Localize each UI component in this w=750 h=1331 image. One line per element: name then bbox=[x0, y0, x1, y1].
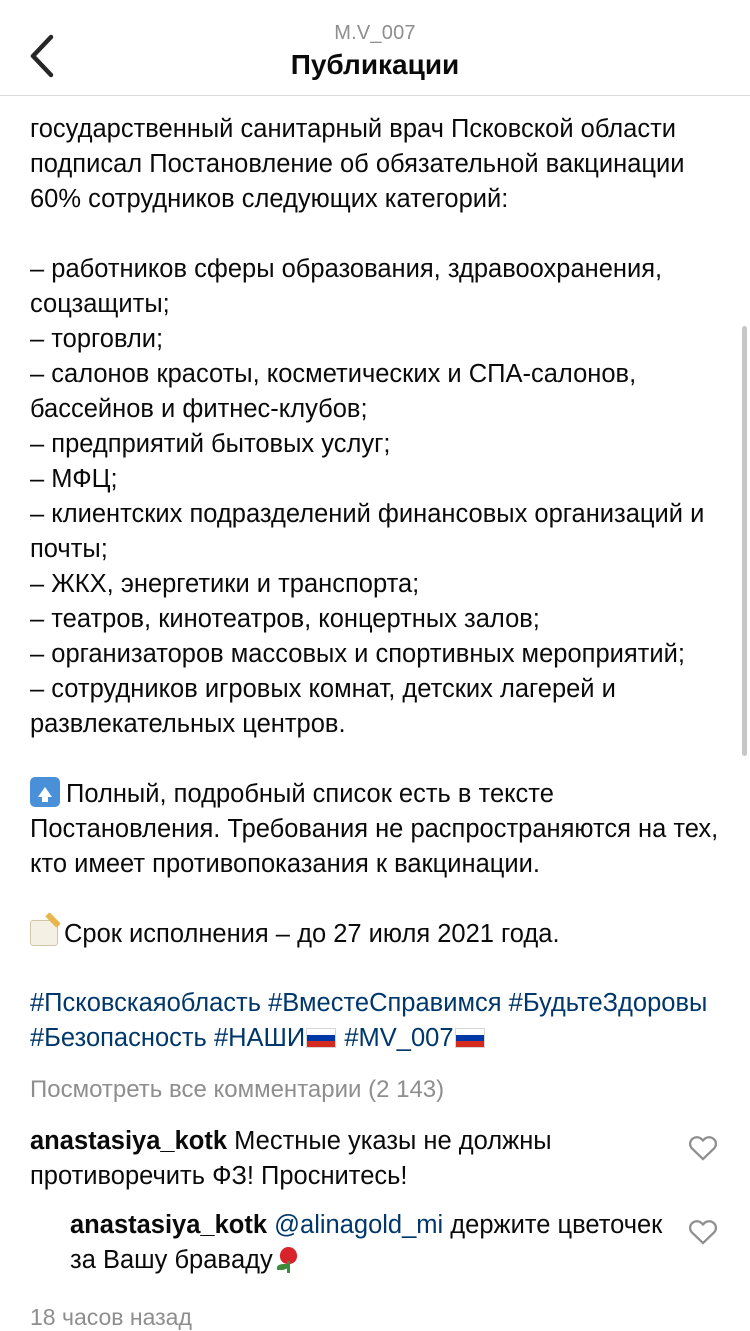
category-item: – сотрудников игровых комнат, детских лагерей и развлекательных центров. bbox=[30, 675, 616, 738]
caption-paragraph: государственный санитарный врач Псковской области подписал Постановление об обязательной вакцинации 60% сотрудников следующих категорий: bbox=[30, 115, 685, 213]
comment-body: Местные указы не должны противоречить ФЗ! Проснитесь! bbox=[30, 1127, 552, 1190]
spacer bbox=[30, 882, 720, 917]
category-item: – торговли; bbox=[30, 325, 164, 353]
post-caption bbox=[0, 96, 750, 952]
post-note-text: Полный, подробный список есть в тексте Постановления. Требования не распространяются на тех, кто имеет противопоказания к вакцинации. bbox=[30, 780, 719, 878]
comment-text-wrapper bbox=[70, 1208, 686, 1278]
hashtag-link[interactable]: #Безопасность bbox=[30, 1024, 207, 1052]
status-bar bbox=[0, 0, 750, 14]
category-item: – МФЦ; bbox=[30, 465, 118, 493]
post-note bbox=[30, 777, 720, 882]
comment-username[interactable]: anastasiya_kotk bbox=[30, 1127, 228, 1155]
category-item: – клиентских подразделений финансовых организаций и почты; bbox=[30, 500, 705, 563]
spacer bbox=[30, 742, 720, 777]
navigation-bar bbox=[0, 14, 750, 96]
comment-body: держите цветочек за Вашу бравaду bbox=[70, 1211, 663, 1274]
nav-subtitle: M.V_007 bbox=[334, 22, 416, 44]
spacer bbox=[30, 217, 720, 252]
page-title: Публикации bbox=[290, 49, 460, 80]
nav-title-block bbox=[0, 20, 750, 82]
hashtag-link[interactable]: #БудьтеЗдоровы bbox=[508, 989, 708, 1017]
hashtag-link[interactable]: #MV_007 bbox=[344, 1024, 454, 1052]
category-item: – салонов красоты, косметических и СПА-салонов, бассейнов и фитнес-клубов; bbox=[30, 360, 637, 423]
hashtag-link[interactable]: #Псковскаяобласть bbox=[30, 989, 262, 1017]
hashtag-link[interactable]: #ВместеСправимся bbox=[268, 989, 502, 1017]
comment-item[interactable] bbox=[0, 1124, 750, 1194]
comment-mention[interactable]: @alinagold_mi bbox=[274, 1211, 444, 1239]
category-item: – театров, кинотеатров, концертных залов; bbox=[30, 605, 540, 633]
russia-flag-icon bbox=[306, 1028, 336, 1048]
category-item: – работников сферы образования, здравоохранения, соцзащиты; bbox=[30, 255, 663, 318]
comment-text-wrapper bbox=[30, 1124, 686, 1194]
post-deadline-text: Срок исполнения – до 27 июля 2021 года. bbox=[64, 920, 560, 948]
arrow-up-emoji bbox=[30, 777, 60, 807]
comment-item-reply[interactable] bbox=[0, 1208, 750, 1278]
category-item: – организаторов массовых и спортивных мероприятий; bbox=[30, 640, 685, 668]
comment-timestamp: 18 часов назад bbox=[30, 1304, 192, 1330]
post-deadline bbox=[30, 917, 720, 952]
hashtag-block bbox=[0, 986, 750, 1056]
rose-emoji bbox=[277, 1247, 301, 1273]
heart-icon[interactable] bbox=[686, 1130, 720, 1164]
russia-flag-icon bbox=[455, 1028, 485, 1048]
heart-icon[interactable] bbox=[686, 1214, 720, 1248]
post-scroll-area[interactable] bbox=[0, 96, 750, 1330]
memo-emoji bbox=[30, 920, 58, 946]
scrollbar-thumb[interactable] bbox=[742, 326, 747, 756]
hashtag-link[interactable]: #НАШИ bbox=[213, 1024, 306, 1052]
view-all-comments-link[interactable]: Посмотреть все комментарии (2 143) bbox=[30, 1076, 445, 1103]
comment-username[interactable]: anastasiya_kotk bbox=[70, 1211, 268, 1239]
category-item: – предприятий бытовых услуг; bbox=[30, 430, 391, 458]
category-item: – ЖКХ, энергетики и транспорта; bbox=[30, 570, 420, 598]
